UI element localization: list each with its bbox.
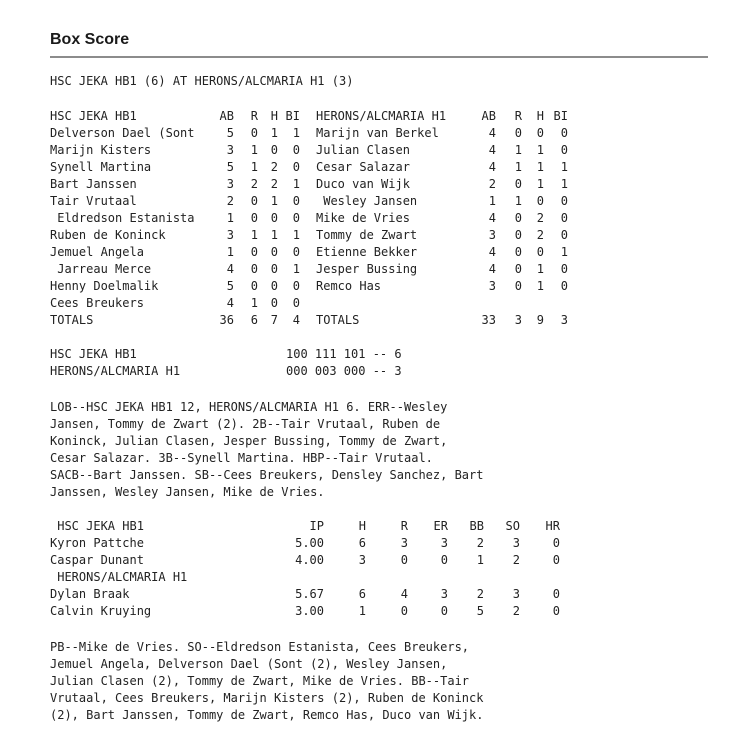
away-stat: 5: [226, 160, 234, 174]
home-stat: 0: [560, 228, 568, 242]
home-stat: 0: [514, 126, 522, 140]
away-stat: 0: [250, 245, 258, 259]
pitcher-stat: 0: [440, 553, 448, 567]
title-divider: [50, 56, 708, 58]
pitching-col-header: ER: [433, 519, 448, 533]
away-stat: 0: [270, 296, 278, 310]
away-stat: 0: [292, 194, 300, 208]
pitcher-stat: 6: [358, 536, 366, 550]
home-team-header: HERONS/ALCMARIA H1: [316, 109, 447, 123]
away-stat: 0: [270, 211, 278, 225]
home-stat: 1: [560, 160, 568, 174]
col-h: H: [270, 109, 278, 123]
away-stat: 0: [292, 245, 300, 259]
pitching-notes: PB--Mike de Vries. SO--Eldredson Estanista, Cees Breukers, Jemuel Angela, Delverson Dael (Sont (2), Wesley Jansen, Julian Clasen (2), Tommy de Zwart, Mike de Vries. BB--Tair Vrutaal, Cees Breukers, Marijn Kisters (2), Ruben de Koninck (2), Bart Janssen, Tommy de Zwart, Remco Has, Duco van Wijk.: [50, 640, 484, 722]
pitcher-stat: 2: [476, 587, 484, 601]
away-stat: 0: [250, 126, 258, 140]
away-stat: 0: [250, 194, 258, 208]
away-stat: 2: [270, 177, 278, 191]
home-player-name: Marijn van Berkel: [316, 126, 439, 140]
home-stat: 1: [560, 177, 568, 191]
away-stat: 1: [292, 126, 300, 140]
pitcher-stat: 0: [400, 553, 408, 567]
home-stat: 1: [514, 194, 522, 208]
home-stat: 0: [514, 228, 522, 242]
away-stat: 0: [270, 262, 278, 276]
home-stat: 0: [514, 245, 522, 259]
away-stat: 6: [250, 313, 258, 327]
pitcher-stat: 2: [476, 536, 484, 550]
col-ab: AB: [219, 109, 234, 123]
pitcher-name: Dylan Braak: [50, 587, 130, 601]
away-player-name: Ruben de Koninck: [50, 228, 166, 242]
home-stat: 33: [481, 313, 496, 327]
home-stat: 0: [560, 143, 568, 157]
home-player-name: Etienne Bekker: [316, 245, 418, 259]
home-stat: 9: [536, 313, 544, 327]
pitcher-stat: 5.00: [295, 536, 324, 550]
away-stat: 2: [270, 160, 278, 174]
home-stat: 2: [536, 228, 544, 242]
home-stat: 3: [560, 313, 568, 327]
home-stat: 2: [536, 211, 544, 225]
pitcher-stat: 6: [358, 587, 366, 601]
away-player-name: Jemuel Angela: [50, 245, 144, 259]
col-bi-home: BI: [553, 109, 568, 123]
home-stat: 1: [560, 245, 568, 259]
home-stat: 1: [536, 262, 544, 276]
home-stat: 4: [488, 262, 496, 276]
home-stat: 1: [536, 279, 544, 293]
home-stat: 0: [514, 177, 522, 191]
away-stat: 0: [292, 160, 300, 174]
away-stat: 5: [226, 279, 234, 293]
away-stat: 2: [226, 194, 234, 208]
home-stat: 4: [488, 211, 496, 225]
home-player-name: Remco Has: [316, 279, 382, 293]
away-stat: 0: [292, 279, 300, 293]
pitcher-name: Calvin Kruying: [50, 604, 152, 618]
home-stat: 3: [488, 228, 496, 242]
pitcher-stat: 3: [512, 536, 520, 550]
away-player-name: Delverson Dael (Sont: [50, 126, 195, 140]
pitching-away-header: HSC JEKA HB1: [50, 519, 144, 533]
pitcher-stat: 0: [552, 587, 560, 601]
home-stat: 0: [536, 194, 544, 208]
away-stat: 1: [292, 228, 300, 242]
away-stat: 7: [270, 313, 278, 327]
home-player-name: Wesley Jansen: [316, 194, 418, 208]
home-stat: 0: [560, 279, 568, 293]
pitcher-name: Kyron Pattche: [50, 536, 144, 550]
pitcher-stat: 4: [400, 587, 408, 601]
pitcher-stat: 0: [552, 604, 560, 618]
line-score-innings: 100 111 101 -- 6: [286, 347, 402, 361]
away-player-name: Jarreau Merce: [50, 262, 152, 276]
away-stat: 1: [250, 160, 258, 174]
home-player-name: Jesper Bussing: [316, 262, 418, 276]
home-stat: 0: [514, 211, 522, 225]
away-stat: 0: [292, 296, 300, 310]
home-stat: 1: [488, 194, 496, 208]
col-r: R: [250, 109, 258, 123]
away-stat: 3: [226, 177, 234, 191]
home-stat: 3: [514, 313, 522, 327]
away-stat: 0: [250, 279, 258, 293]
away-player-name: Tair Vrutaal: [50, 194, 137, 208]
home-stat: 0: [560, 262, 568, 276]
game-notes: LOB--HSC JEKA HB1 12, HERONS/ALCMARIA H1 6. ERR--Wesley Jansen, Tommy de Zwart (2). 2B--Tair Vrutaal, Ruben de Koninck, Julian Clasen, Jesper Bussing, Tommy de Zwart, Cesar Salazar. 3B--Synell Martina. HBP--Tair Vrutaal. SACB--Bart Janssen. SB--Cees Breukers, Densley Sanchez, Bart Janssen, Wesley Jansen, Mike de Vries.: [50, 400, 484, 499]
home-stat: 1: [536, 177, 544, 191]
away-stat: 4: [226, 296, 234, 310]
col-r-home: R: [514, 109, 522, 123]
away-stat: 3: [226, 143, 234, 157]
away-stat: 36: [219, 313, 234, 327]
pitcher-stat: 3: [400, 536, 408, 550]
home-stat: 1: [536, 143, 544, 157]
home-player-name: Duco van Wijk: [316, 177, 410, 191]
pitcher-stat: 2: [512, 553, 520, 567]
home-stat: 1: [514, 143, 522, 157]
away-stat: 0: [250, 211, 258, 225]
home-player-name: TOTALS: [316, 313, 360, 327]
away-team-header: HSC JEKA HB1: [50, 109, 137, 123]
away-player-name: TOTALS: [50, 313, 94, 327]
home-stat: 4: [488, 245, 496, 259]
home-player-name: Cesar Salazar: [316, 160, 410, 174]
pitcher-stat: 0: [552, 553, 560, 567]
away-stat: 3: [226, 228, 234, 242]
away-stat: 1: [226, 211, 234, 225]
pitcher-stat: 1: [476, 553, 484, 567]
line-score-team: HERONS/ALCMARIA H1: [50, 364, 181, 378]
pitcher-stat: 0: [440, 604, 448, 618]
away-stat: 1: [292, 177, 300, 191]
away-stat: 0: [270, 279, 278, 293]
matchup-line: HSC JEKA HB1 (6) AT HERONS/ALCMARIA H1 (3): [50, 74, 354, 88]
away-stat: 4: [226, 262, 234, 276]
away-stat: 1: [250, 296, 258, 310]
home-stat: 0: [536, 126, 544, 140]
away-stat: 1: [250, 143, 258, 157]
away-stat: 1: [270, 126, 278, 140]
away-player-name: Eldredson Estanista: [50, 211, 195, 225]
pitching-home-header: HERONS/ALCMARIA H1: [50, 570, 188, 584]
pitcher-stat: 5.67: [295, 587, 324, 601]
pitcher-name: Caspar Dunant: [50, 553, 144, 567]
pitcher-stat: 3: [358, 553, 366, 567]
home-player-name: Julian Clasen: [316, 143, 410, 157]
pitching-col-header: HR: [545, 519, 560, 533]
home-stat: 1: [536, 160, 544, 174]
away-stat: 1: [226, 245, 234, 259]
home-stat: 3: [488, 279, 496, 293]
home-player-name: Mike de Vries: [316, 211, 410, 225]
home-stat: 4: [488, 126, 496, 140]
pitching-col-header: H: [358, 519, 366, 533]
home-stat: 0: [536, 245, 544, 259]
home-stat: 0: [560, 126, 568, 140]
pitching-col-header: SO: [505, 519, 520, 533]
away-stat: 0: [250, 262, 258, 276]
away-stat: 0: [292, 211, 300, 225]
away-player-name: Marijn Kisters: [50, 143, 152, 157]
home-stat: 2: [488, 177, 496, 191]
pitcher-stat: 3: [512, 587, 520, 601]
home-player-name: Tommy de Zwart: [316, 228, 418, 242]
col-h-home: H: [536, 109, 544, 123]
away-player-name: Cees Breukers: [50, 296, 144, 310]
pitcher-stat: 4.00: [295, 553, 324, 567]
away-stat: 1: [270, 194, 278, 208]
home-stat: 0: [514, 262, 522, 276]
away-stat: 5: [226, 126, 234, 140]
away-stat: 1: [270, 228, 278, 242]
page-title: Box Score: [50, 31, 130, 48]
home-stat: 0: [514, 279, 522, 293]
away-stat: 0: [292, 143, 300, 157]
pitcher-stat: 1: [358, 604, 366, 618]
away-stat: 1: [250, 228, 258, 242]
home-stat: 4: [488, 143, 496, 157]
line-score-team: HSC JEKA HB1: [50, 347, 137, 361]
home-stat: 0: [560, 211, 568, 225]
pitching-col-header: IP: [309, 519, 324, 533]
col-bi: BI: [285, 109, 300, 123]
pitcher-stat: 0: [400, 604, 408, 618]
pitcher-stat: 0: [552, 536, 560, 550]
pitching-col-header: R: [400, 519, 408, 533]
home-stat: 1: [514, 160, 522, 174]
home-stat: 4: [488, 160, 496, 174]
pitching-col-header: BB: [469, 519, 484, 533]
box-score-header: [50, 30, 708, 50]
away-stat: 0: [270, 143, 278, 157]
away-stat: 4: [292, 313, 300, 327]
pitcher-stat: 2: [512, 604, 520, 618]
pitcher-stat: 3: [440, 587, 448, 601]
home-stat: 0: [560, 194, 568, 208]
away-stat: 0: [270, 245, 278, 259]
away-player-name: Bart Janssen: [50, 177, 137, 191]
line-score-innings: 000 003 000 -- 3: [286, 364, 402, 378]
pitcher-stat: 5: [476, 604, 484, 618]
pitcher-stat: 3.00: [295, 604, 324, 618]
pitcher-stat: 3: [440, 536, 448, 550]
col-ab-home: AB: [481, 109, 496, 123]
away-stat: 2: [250, 177, 258, 191]
away-player-name: Synell Martina: [50, 160, 152, 174]
away-player-name: Henny Doelmalik: [50, 279, 159, 293]
away-stat: 1: [292, 262, 300, 276]
